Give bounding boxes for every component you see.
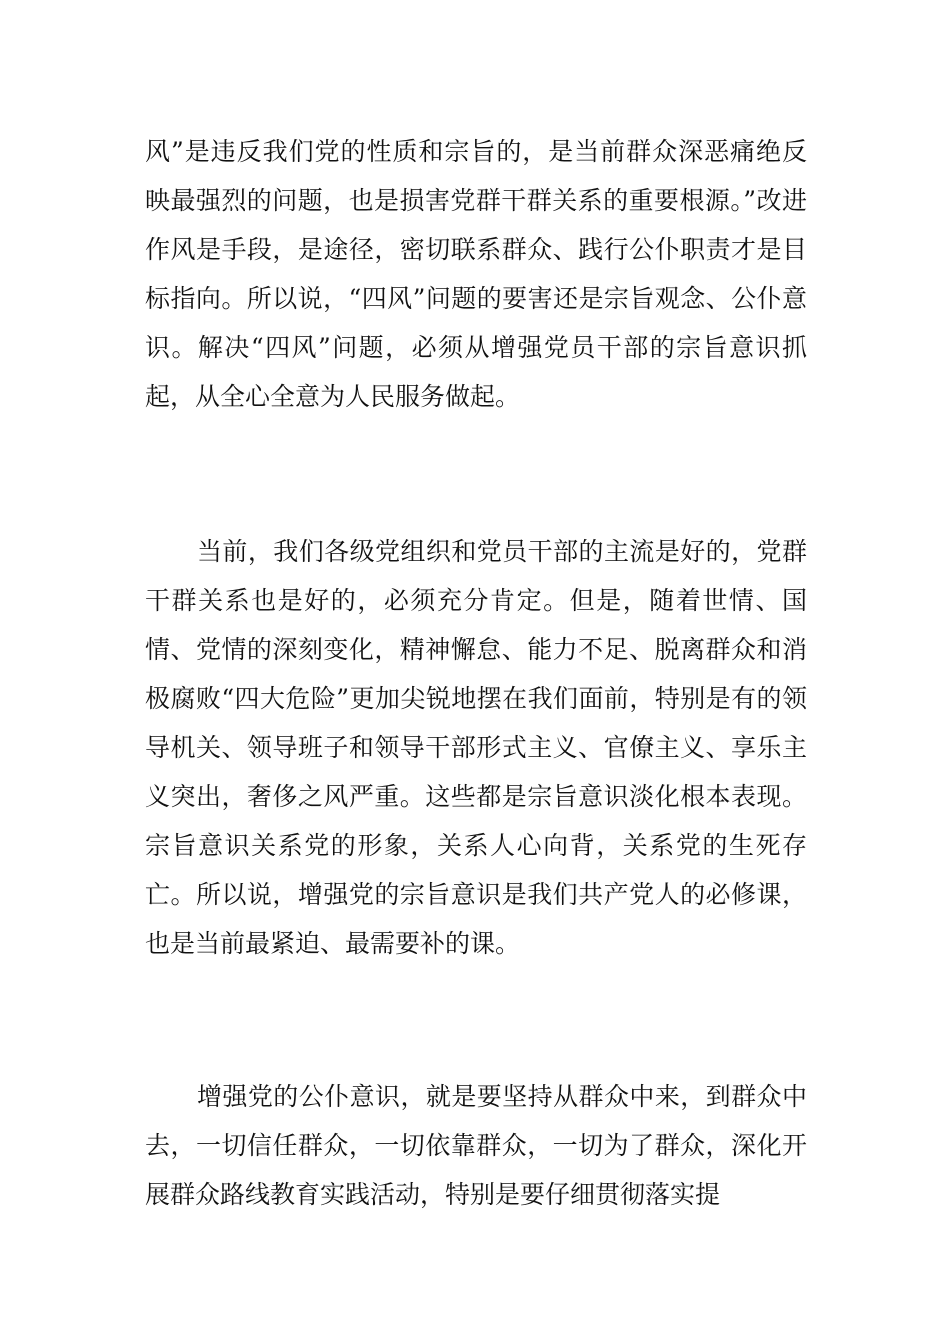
paragraph-1: 风”是违反我们党的性质和宗旨的，是当前群众深恶痛绝反映最强烈的问题，也是损害党群干群关系的重要根源。”改进作风是手段，是途径，密切联系群众、践行公仆职责才是目标指向。所以说，“四风”问题的要害还是宗旨观念、公仆意识。解决“四风”问题，必须从增强党员干部的宗旨意识抓起，从全心全意为人民服务做起。 [145,137,807,411]
paragraph-3: 增强党的公仆意识，就是要坚持从群众中来，到群众中去，一切信任群众，一切依靠群众，一切为了群众，深化开展群众路线教育实践活动，特别是要仔细贯彻落实提 [145,1082,807,1209]
paragraph-2: 当前，我们各级党组织和党员干部的主流是好的，党群干群关系也是好的，必须充分肯定。但是，随着世情、国情、党情的深刻变化，精神懈怠、能力不足、脱离群众和消极腐败“四大危险”更加尖锐地摆在我们面前，特别是有的领导机关、领导班子和领导干部形式主义、官僚主义、享乐主义突出，奢侈之风严重。这些都是宗旨意识淡化根本表现。宗旨意识关系党的形象，关系人心向背，关系党的生死存亡。所以说，增强党的宗旨意识是我们共产党人的必修课，也是当前最紧迫、最需要补的课。 [145,537,807,958]
